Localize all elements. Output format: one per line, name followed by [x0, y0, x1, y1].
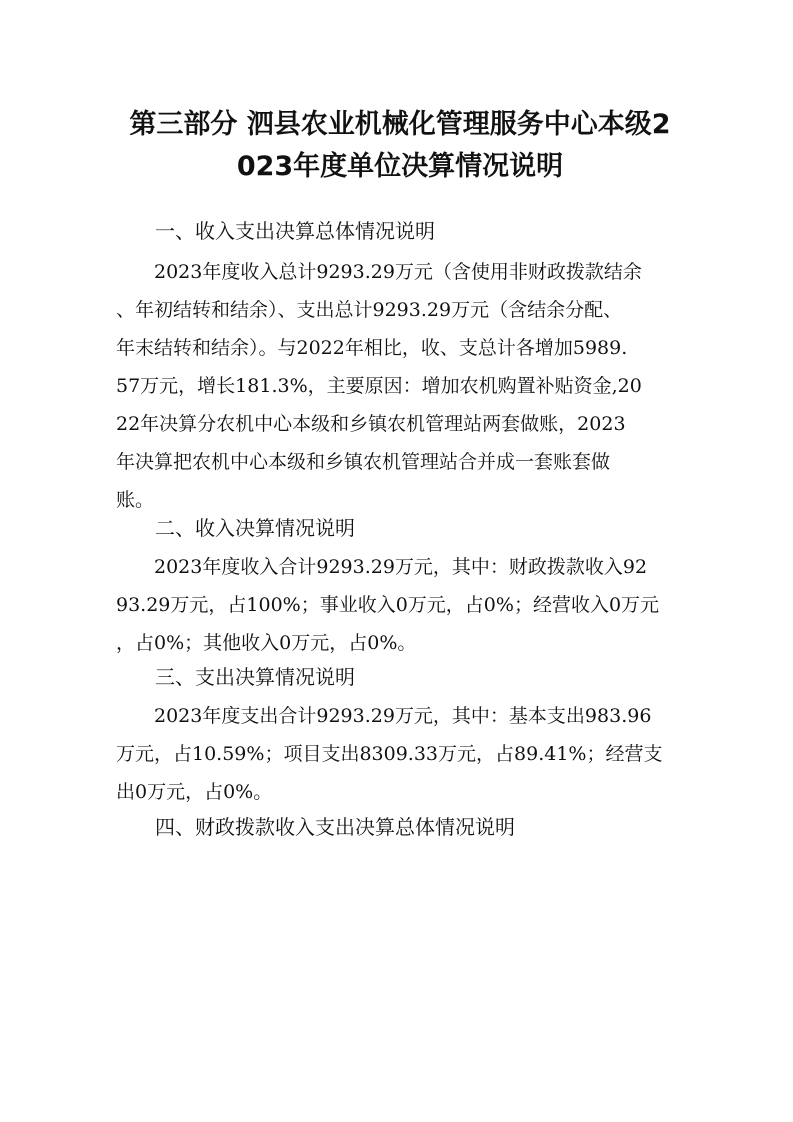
paragraph-line: 、年初结转和结余）、支出总计9293.29万元（含结余分配、 — [116, 299, 623, 321]
section-paragraph-1 — [116, 253, 696, 519]
paragraph-line: 年决算把农机中心本级和乡镇农机管理站合并成一套账套做 — [116, 451, 611, 473]
page-title-line-1: 第三部分 泗县农业机械化管理服务中心本级2 — [129, 109, 671, 140]
paragraph-line: 22年决算分农机中心本级和乡镇农机管理站两套做账，2023 — [116, 413, 626, 435]
paragraph-line: 2023年度收入合计9293.29万元，其中：财政拨款收入92 — [154, 556, 648, 578]
paragraph-line: 账。 — [116, 489, 155, 511]
paragraph-line: 57万元，增长181.3%，主要原因：增加农机购置补贴资金,20 — [116, 375, 642, 397]
paragraph-line: 出0万元，占0%。 — [116, 781, 273, 803]
paragraph-line: ，占0%；其他收入0万元，占0%。 — [116, 632, 417, 654]
paragraph-line: 2023年度支出合计9293.29万元，其中：基本支出983.96 — [154, 705, 652, 727]
section-paragraph-3 — [116, 697, 696, 811]
section-paragraph-2 — [116, 548, 696, 662]
section-heading-2: 二、收入决算情况说明 — [155, 516, 355, 540]
section-heading-3: 三、支出决算情况说明 — [155, 665, 355, 689]
section-heading-4: 四、财政拨款收入支出决算总体情况说明 — [155, 815, 515, 839]
page-title — [110, 104, 690, 188]
paragraph-line: 年末结转和结余）。与2022年相比，收、支总计各增加5989. — [116, 337, 628, 359]
paragraph-line: 2023年度收入总计9293.29万元（含使用非财政拨款结余 — [154, 261, 642, 283]
paragraph-line: 万元，占10.59%；项目支出8309.33万元，占89.41%；经营支 — [116, 743, 663, 765]
page-title-line-2: 023年度单位决算情况说明 — [236, 151, 564, 182]
section-heading-1: 一、收入支出决算总体情况说明 — [155, 219, 435, 243]
paragraph-line: 93.29万元，占100%；事业收入0万元，占0%；经营收入0万元 — [116, 594, 660, 616]
